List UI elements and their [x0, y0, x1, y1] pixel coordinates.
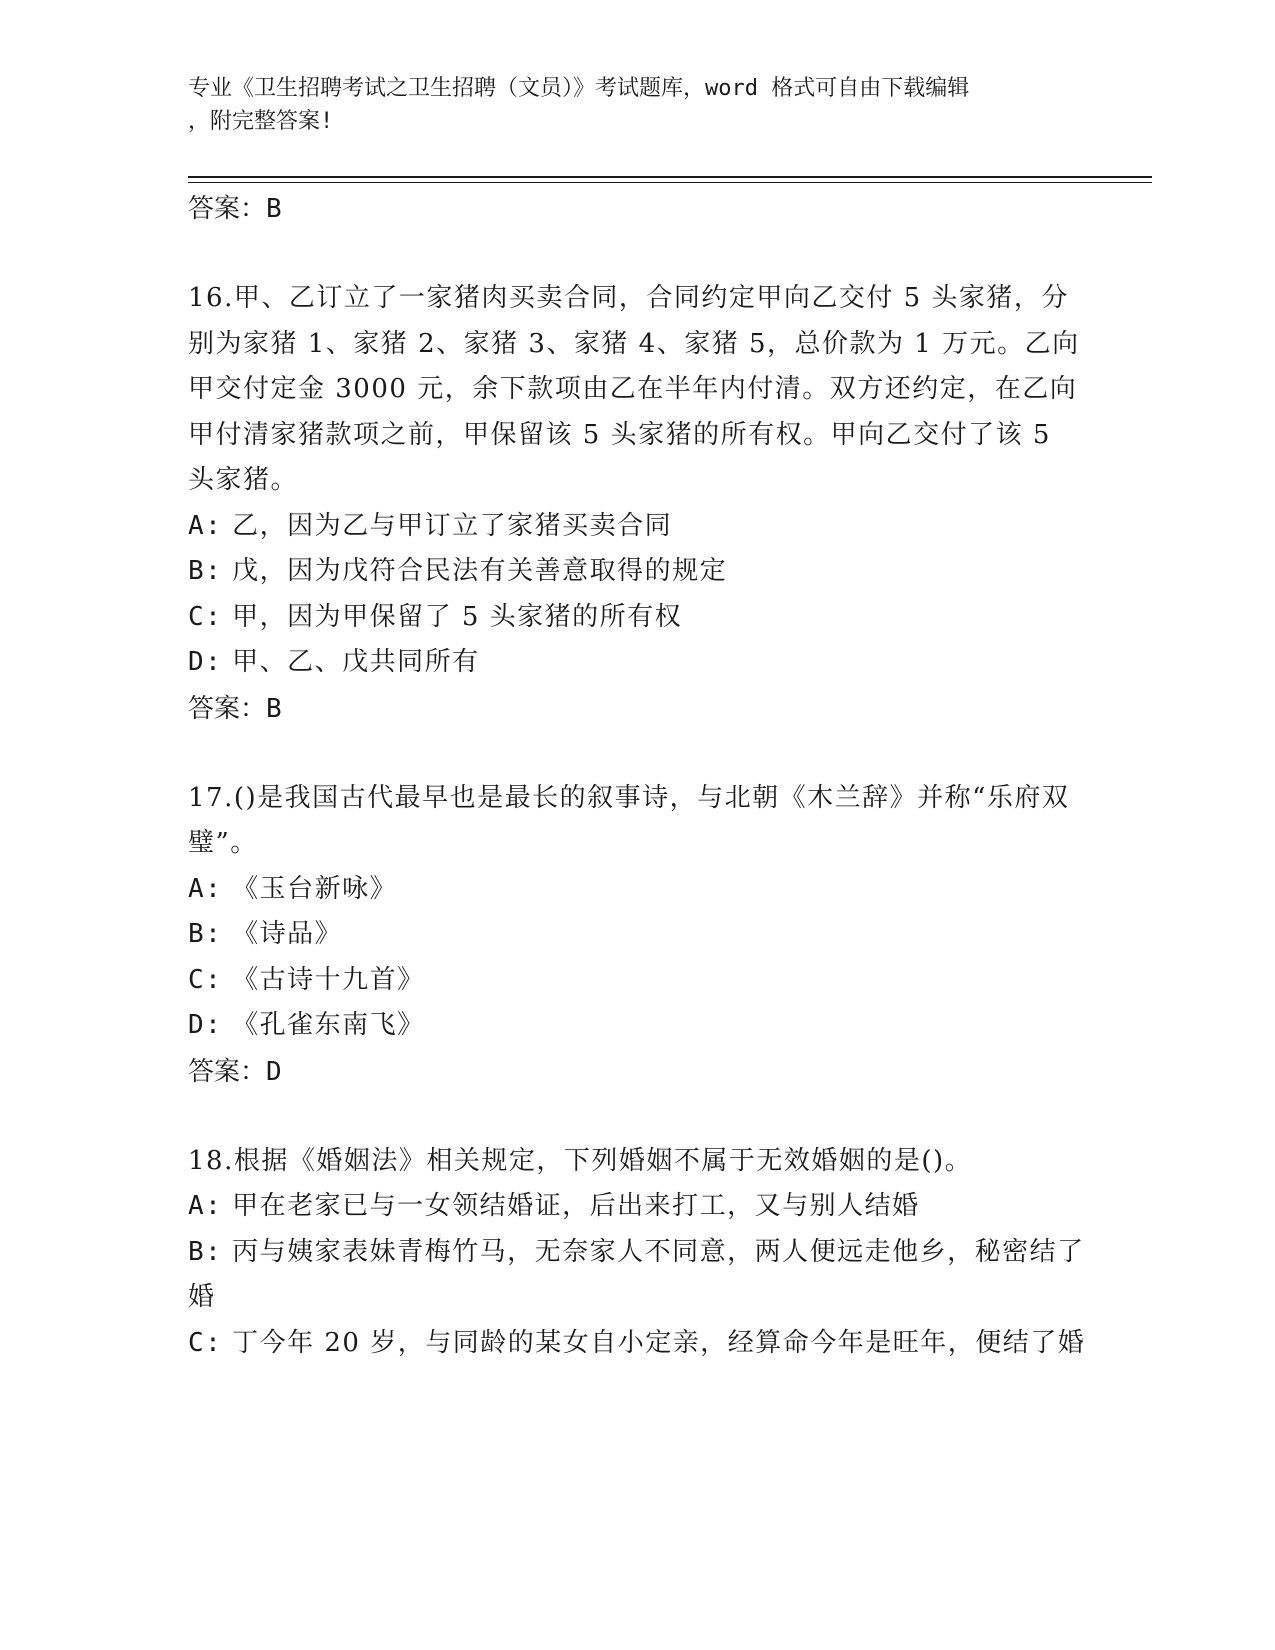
- header-line-1: 专业《卫生招聘考试之卫生招聘（文员）》考试题库，word 格式可自由下载编辑: [188, 76, 970, 101]
- option-a: [188, 1184, 1088, 1230]
- option-text: 丙与姨家表妹青梅竹马，无奈家人不同意，两人便远走他乡，秘密结了婚: [188, 1236, 1085, 1312]
- option-letter: B:: [188, 1236, 223, 1267]
- option-a: [188, 867, 1088, 913]
- spacer: [188, 732, 1088, 776]
- option-text: 《玉台新咏》: [232, 873, 398, 904]
- option-text: 《孔雀东南飞》: [232, 1010, 425, 1040]
- option-d: [188, 640, 1088, 686]
- page-header: [188, 72, 1068, 138]
- option-letter: C:: [188, 1327, 223, 1358]
- option-text: 甲在老家已与一女领结婚证，后出来打工，又与别人结婚: [232, 1191, 920, 1221]
- option-b: [188, 1230, 1088, 1321]
- header-line-2: ，附完整答案!: [188, 109, 334, 134]
- option-text: 丁今年 20 岁，与同龄的某女自小定亲，经算命今年是旺年，便结了婚: [232, 1327, 1086, 1358]
- option-b: [188, 549, 1088, 595]
- question-text: 17.()是我国古代最早也是最长的叙事诗，与北朝《木兰辞》并称“乐府双璧”。: [188, 782, 1070, 858]
- option-letter: D:: [188, 647, 223, 677]
- previous-answer: 答案：B: [188, 194, 282, 224]
- option-text: 《诗品》: [232, 919, 343, 949]
- option-text: 甲、乙、戊共同所有: [232, 647, 480, 677]
- answer: 答案：D: [188, 1056, 282, 1087]
- option-b: [188, 912, 1088, 958]
- option-letter: A:: [188, 510, 223, 541]
- header-rule-thick: [188, 176, 1152, 178]
- option-text: 《古诗十九首》: [232, 964, 425, 995]
- spacer: [188, 232, 1088, 276]
- question-text: 16.甲、乙订立了一家猪肉买卖合同，合同约定甲向乙交付 5 头家猪，分别为家猪 1、家猪 2、家猪 3、家猪 4、家猪 5，总价款为 1 万元。乙向甲交付定金 3000 元，余下款项由乙在半年内付清。双方还约定，在乙向甲付清家猪款项之前，甲保留该 5 头家猪的所有权。甲向乙交付了该 5 头家猪。: [188, 283, 1080, 495]
- option-letter: B:: [188, 556, 223, 586]
- option-letter: A:: [188, 1191, 223, 1221]
- option-letter: B:: [188, 919, 223, 949]
- question-16: [188, 276, 1088, 732]
- option-letter: C:: [188, 601, 223, 632]
- spacer: [188, 1095, 1088, 1139]
- option-text: 甲，因为甲保留了 5 头家猪的所有权: [232, 601, 683, 632]
- option-text: 乙，因为乙与甲订立了家猪买卖合同: [232, 510, 673, 541]
- option-c: [188, 958, 1088, 1004]
- option-text: 戊，因为戊符合民法有关善意取得的规定: [232, 556, 728, 586]
- option-c: [188, 1321, 1088, 1367]
- answer: 答案：B: [188, 693, 282, 724]
- option-letter: D:: [188, 1010, 223, 1040]
- question-17: [188, 776, 1088, 1095]
- option-letter: A:: [188, 873, 223, 904]
- option-c: [188, 595, 1088, 641]
- option-letter: C:: [188, 964, 223, 995]
- option-a: [188, 504, 1088, 550]
- header-rule-thin: [188, 182, 1152, 183]
- option-d: [188, 1003, 1088, 1049]
- document-body: [188, 186, 1088, 1366]
- question-18: [188, 1139, 1088, 1367]
- question-text: 18.根据《婚姻法》相关规定，下列婚姻不属于无效婚姻的是()。: [188, 1145, 973, 1176]
